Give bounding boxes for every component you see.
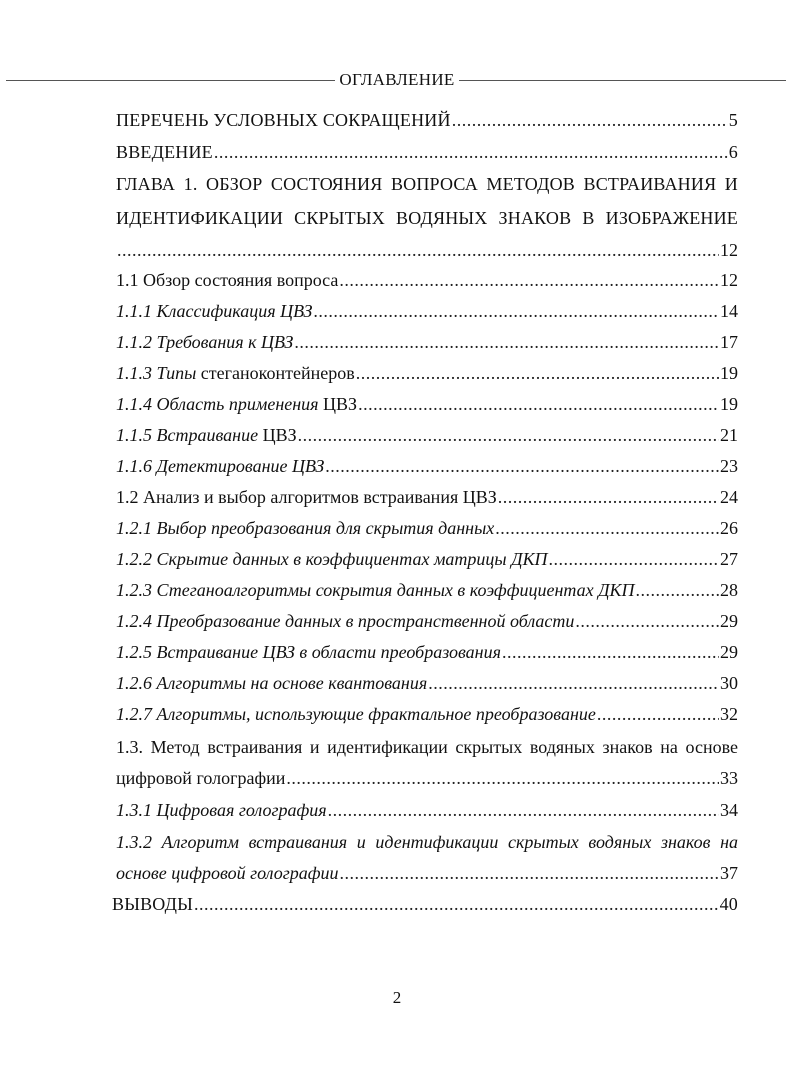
toc-entry[interactable] [116, 332, 738, 362]
dot-leader [428, 673, 719, 694]
toc-entry-title-line2: цифровой голографии [116, 768, 286, 788]
dot-leader [286, 768, 719, 789]
toc-entry-title-line1: ГЛАВА 1. ОБЗОР СОСТОЯНИЯ ВОПРОСА МЕТОДОВ ВСТРАИВАНИЯ И [116, 174, 738, 194]
toc-entry-page: 19 [720, 363, 738, 383]
dot-leader [502, 642, 719, 663]
toc-entry-page: 34 [720, 800, 738, 820]
toc-entry-title-rest: ЦВЗ [258, 425, 297, 445]
dot-leader [339, 270, 719, 291]
toc-entry-title: 1.1.2 Требования к ЦВЗ [116, 332, 294, 352]
toc-entry[interactable] [116, 270, 738, 300]
toc-entry-title: 1.2 Анализ и выбор алгоритмов встраивания ЦВЗ [116, 487, 497, 507]
toc-entry-page: 40 [719, 894, 738, 914]
toc-entry-title-line2: основе цифровой голографии [116, 863, 339, 883]
toc-entry-page: 14 [720, 301, 738, 321]
toc-entry[interactable] [116, 394, 738, 424]
toc-entry[interactable] [112, 894, 738, 924]
toc-entry-page: 12 [720, 240, 738, 260]
toc-entry-title: 1.2.6 Алгоритмы на основе квантования [116, 673, 428, 693]
toc-entry-page: 17 [720, 332, 738, 352]
toc-entry-page: 12 [720, 270, 738, 290]
toc-entry-page: 23 [720, 456, 738, 476]
dot-leader [356, 363, 719, 384]
toc-entry[interactable] [116, 549, 738, 579]
dot-leader [340, 863, 719, 884]
toc-entry-page: 29 [720, 642, 738, 662]
toc-entry[interactable] [116, 425, 738, 455]
toc-entry[interactable] [116, 580, 738, 610]
dot-leader [498, 487, 719, 508]
toc-entry[interactable] [116, 301, 738, 331]
toc-entry-title: 1.1.1 Классификация ЦВЗ [116, 301, 313, 321]
toc-entry[interactable] [116, 518, 738, 548]
toc-entry[interactable] [116, 611, 738, 641]
toc-entry-title: ПЕРЕЧЕНЬ УСЛОВНЫХ СОКРАЩЕНИЙ [116, 110, 451, 130]
toc-entry-page: 26 [720, 518, 738, 538]
toc-entry[interactable] [116, 110, 738, 140]
toc-entry-title: 1.2.1 Выбор преобразования для скрытия данных [116, 518, 495, 538]
toc-entry-title-line1: 1.3.2 Алгоритм встраивания и идентификации скрытых водяных знаков на [116, 832, 738, 852]
toc-entry-title: 1.2.3 Стеганоалгоритмы сокрытия данных в коэффициентах ДКП [116, 580, 635, 600]
dot-leader [452, 110, 728, 131]
toc-entry[interactable] [116, 487, 738, 517]
dot-leader [549, 549, 719, 570]
toc-entry-page: 37 [720, 863, 738, 883]
dot-leader [328, 800, 719, 821]
toc-entry-title: 1.1 Обзор состояния вопроса [116, 270, 339, 290]
toc-entry-page: 29 [720, 611, 738, 631]
toc-entry-page: 33 [720, 768, 738, 788]
toc-entry-title: 1.3.1 Цифровая голография [116, 800, 327, 820]
page-title: ОГЛАВЛЕНИЕ [0, 70, 794, 90]
dot-leader [325, 456, 719, 477]
toc-entry-title-line1: 1.3. Метод встраивания и идентификации скрытых водяных знаков на основе [116, 737, 738, 757]
dot-leader [495, 518, 719, 539]
dot-leader [294, 332, 719, 353]
toc-entry-title: 1.2.4 Преобразование данных в пространственной области [116, 611, 575, 631]
page-number: 2 [392, 988, 402, 1007]
toc-entry-page: 24 [720, 487, 738, 507]
toc-entry-title-italic: 1.1.5 Встраивание [116, 425, 259, 445]
toc-entry-page: 19 [720, 394, 738, 414]
dot-leader [636, 580, 719, 601]
dot-leader [358, 394, 719, 415]
dot-leader [194, 894, 719, 915]
toc-entry-title-line2: ИДЕНТИФИКАЦИИ СКРЫТЫХ ВОДЯНЫХ ЗНАКОВ В ИЗОБРАЖЕНИЕ [116, 208, 738, 228]
dot-leader [214, 142, 728, 163]
toc-entry-title-italic: 1.1.3 Типы [116, 363, 197, 383]
toc-entry[interactable] [116, 363, 738, 393]
dot-leader [298, 425, 719, 446]
toc-entry[interactable] [116, 673, 738, 703]
toc-entry-title: ВВЕДЕНИЕ [116, 142, 213, 162]
toc-entry-page: 28 [720, 580, 738, 600]
dot-leader [597, 704, 719, 725]
toc-entry-page: 5 [728, 110, 738, 130]
toc-entry-title-italic: 1.1.4 Область применения [116, 394, 319, 414]
toc-entry-page: 27 [720, 549, 738, 569]
dot-leader [117, 240, 719, 261]
toc-entry-page: 21 [720, 425, 738, 445]
toc-entry-title: 1.2.5 Встраивание ЦВЗ в области преобразования [116, 642, 501, 662]
toc-entry-page: 6 [728, 142, 738, 162]
toc-entry[interactable] [116, 800, 738, 830]
toc-entry-title: 1.2.2 Скрытие данных в коэффициентах матрицы ДКП [116, 549, 548, 569]
toc-entry-title: 1.2.7 Алгоритмы, использующие фрактальное преобразование [116, 704, 596, 724]
toc-entry-page: 32 [720, 704, 738, 724]
toc-entry-title-rest: стеганоконтейнеров [196, 363, 355, 383]
dot-leader [313, 301, 719, 322]
toc-entry[interactable] [116, 456, 738, 486]
dot-leader [575, 611, 719, 632]
toc-entry-title: ВЫВОДЫ [112, 894, 193, 914]
toc-entry-title: 1.1.6 Детектирование ЦВЗ [116, 456, 325, 476]
toc-entry-page: 30 [720, 673, 738, 693]
toc-entry[interactable] [116, 142, 738, 172]
toc-entry-title-rest: ЦВЗ [318, 394, 358, 414]
toc-entry[interactable] [116, 642, 738, 672]
toc-entry[interactable] [116, 704, 738, 734]
